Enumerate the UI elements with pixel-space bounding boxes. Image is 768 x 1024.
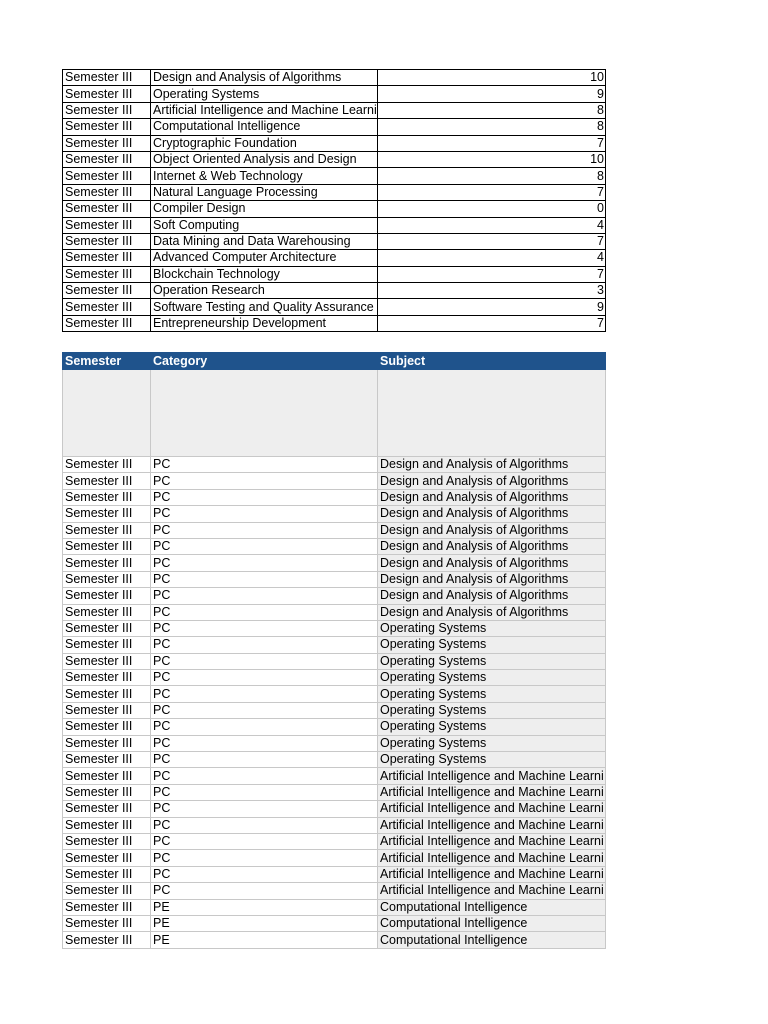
detail-category-cell[interactable]: PC (151, 686, 378, 702)
detail-category-cell[interactable]: PC (151, 522, 378, 538)
summary-subject-cell[interactable]: Soft Computing (151, 217, 378, 233)
summary-count-cell[interactable]: 7 (378, 266, 606, 282)
summary-semester-cell[interactable]: Semester III (63, 102, 151, 118)
detail-subject-cell[interactable]: Design and Analysis of Algorithms (378, 604, 606, 620)
summary-semester-cell[interactable]: Semester III (63, 135, 151, 151)
detail-row (63, 915, 606, 931)
summary-semester-cell[interactable]: Semester III (63, 151, 151, 167)
summary-row (63, 70, 606, 86)
detail-row (63, 506, 606, 522)
detail-row (63, 457, 606, 473)
detail-row (63, 555, 606, 571)
detail-category-cell[interactable]: PC (151, 735, 378, 751)
detail-row (63, 686, 606, 702)
detail-semester-cell[interactable]: Semester III (63, 817, 151, 833)
summary-table-body (63, 70, 606, 332)
detail-subject-cell[interactable]: Artificial Intelligence and Machine Learni (378, 817, 606, 833)
detail-subject-cell[interactable]: Artificial Intelligence and Machine Learni (378, 768, 606, 784)
detail-category-cell[interactable]: PC (151, 817, 378, 833)
detail-category-cell[interactable]: PC (151, 768, 378, 784)
detail-row (63, 768, 606, 784)
detail-semester-cell[interactable]: Semester III (63, 850, 151, 866)
detail-row (63, 801, 606, 817)
detail-category-cell[interactable]: PC (151, 620, 378, 636)
summary-count-cell[interactable]: 0 (378, 201, 606, 217)
blank-cell[interactable] (378, 370, 606, 457)
detail-subject-cell[interactable]: Operating Systems (378, 719, 606, 735)
detail-semester-cell[interactable]: Semester III (63, 686, 151, 702)
detail-row (63, 735, 606, 751)
summary-semester-cell[interactable]: Semester III (63, 266, 151, 282)
summary-row (63, 217, 606, 233)
summary-subject-cell[interactable]: Operation Research (151, 283, 378, 299)
detail-row (63, 538, 606, 554)
summary-subject-cell[interactable]: Computational Intelligence (151, 119, 378, 135)
summary-count-cell[interactable]: 7 (378, 315, 606, 331)
summary-subject-cell[interactable]: Object Oriented Analysis and Design (151, 151, 378, 167)
detail-semester-cell[interactable]: Semester III (63, 899, 151, 915)
detail-subject-cell[interactable]: Design and Analysis of Algorithms (378, 555, 606, 571)
summary-subject-cell[interactable]: Artificial Intelligence and Machine Learni (151, 102, 378, 118)
summary-count-cell[interactable]: 7 (378, 184, 606, 200)
detail-semester-cell[interactable]: Semester III (63, 538, 151, 554)
detail-semester-cell[interactable]: Semester III (63, 588, 151, 604)
detail-category-cell[interactable]: PC (151, 752, 378, 768)
detail-row (63, 620, 606, 636)
detail-semester-cell[interactable]: Semester III (63, 506, 151, 522)
detail-subject-cell[interactable]: Artificial Intelligence and Machine Learni (378, 833, 606, 849)
summary-subject-cell[interactable]: Data Mining and Data Warehousing (151, 233, 378, 249)
detail-category-cell[interactable]: PC (151, 653, 378, 669)
detail-semester-cell[interactable]: Semester III (63, 653, 151, 669)
detail-semester-cell[interactable]: Semester III (63, 883, 151, 899)
header-category[interactable]: Category (151, 353, 378, 370)
detail-category-cell[interactable]: PC (151, 883, 378, 899)
summary-subject-cell[interactable]: Internet & Web Technology (151, 168, 378, 184)
summary-semester-cell[interactable]: Semester III (63, 299, 151, 315)
detail-category-cell[interactable]: PC (151, 784, 378, 800)
detail-subject-cell[interactable]: Design and Analysis of Algorithms (378, 588, 606, 604)
detail-category-cell[interactable]: PE (151, 932, 378, 948)
detail-subject-cell[interactable]: Artificial Intelligence and Machine Learni (378, 850, 606, 866)
summary-row (63, 233, 606, 249)
detail-category-cell[interactable]: PC (151, 866, 378, 882)
detail-semester-cell[interactable]: Semester III (63, 702, 151, 718)
detail-table-body (63, 370, 606, 949)
summary-count-cell[interactable]: 8 (378, 119, 606, 135)
detail-subject-cell[interactable]: Design and Analysis of Algorithms (378, 538, 606, 554)
detail-category-cell[interactable]: PC (151, 538, 378, 554)
detail-row (63, 817, 606, 833)
detail-row (63, 653, 606, 669)
summary-subject-cell[interactable]: Compiler Design (151, 201, 378, 217)
detail-semester-cell[interactable]: Semester III (63, 457, 151, 473)
summary-subject-cell[interactable]: Operating Systems (151, 86, 378, 102)
detail-row (63, 473, 606, 489)
detail-category-cell[interactable]: PC (151, 489, 378, 505)
detail-row (63, 637, 606, 653)
detail-subject-cell[interactable]: Design and Analysis of Algorithms (378, 489, 606, 505)
summary-semester-cell[interactable]: Semester III (63, 217, 151, 233)
detail-semester-cell[interactable]: Semester III (63, 555, 151, 571)
summary-subject-cell[interactable]: Cryptographic Foundation (151, 135, 378, 151)
detail-subject-cell[interactable]: Operating Systems (378, 752, 606, 768)
detail-subject-cell[interactable]: Artificial Intelligence and Machine Learni (378, 784, 606, 800)
summary-subject-cell[interactable]: Entrepreneurship Development (151, 315, 378, 331)
detail-subject-cell[interactable]: Operating Systems (378, 637, 606, 653)
detail-category-cell[interactable]: PC (151, 555, 378, 571)
detail-category-cell[interactable]: PC (151, 457, 378, 473)
summary-subject-cell[interactable]: Advanced Computer Architecture (151, 250, 378, 266)
detail-semester-cell[interactable]: Semester III (63, 784, 151, 800)
summary-semester-cell[interactable]: Semester III (63, 168, 151, 184)
summary-subject-cell[interactable]: Design and Analysis of Algorithms (151, 70, 378, 86)
summary-subject-cell[interactable]: Blockchain Technology (151, 266, 378, 282)
detail-subject-cell[interactable]: Artificial Intelligence and Machine Learni (378, 883, 606, 899)
detail-subject-cell[interactable]: Operating Systems (378, 620, 606, 636)
summary-count-cell[interactable]: 9 (378, 86, 606, 102)
detail-table (62, 352, 606, 949)
detail-subject-cell[interactable]: Operating Systems (378, 653, 606, 669)
detail-semester-cell[interactable]: Semester III (63, 866, 151, 882)
detail-subject-cell[interactable]: Artificial Intelligence and Machine Learni (378, 866, 606, 882)
detail-category-cell[interactable]: PC (151, 473, 378, 489)
summary-count-cell[interactable]: 7 (378, 233, 606, 249)
detail-subject-cell[interactable]: Design and Analysis of Algorithms (378, 457, 606, 473)
detail-subject-cell[interactable]: Design and Analysis of Algorithms (378, 522, 606, 538)
summary-semester-cell[interactable]: Semester III (63, 283, 151, 299)
summary-row (63, 266, 606, 282)
summary-count-cell[interactable]: 4 (378, 217, 606, 233)
summary-semester-cell[interactable]: Semester III (63, 315, 151, 331)
detail-subject-cell[interactable]: Operating Systems (378, 670, 606, 686)
detail-row (63, 571, 606, 587)
detail-semester-cell[interactable]: Semester III (63, 489, 151, 505)
summary-semester-cell[interactable]: Semester III (63, 119, 151, 135)
detail-row (63, 850, 606, 866)
detail-subject-cell[interactable]: Operating Systems (378, 702, 606, 718)
detail-subject-cell[interactable]: Design and Analysis of Algorithms (378, 473, 606, 489)
detail-row (63, 932, 606, 948)
detail-subject-cell[interactable]: Computational Intelligence (378, 915, 606, 931)
summary-subject-cell[interactable]: Natural Language Processing (151, 184, 378, 200)
detail-row (63, 866, 606, 882)
detail-category-cell[interactable]: PC (151, 850, 378, 866)
summary-row (63, 315, 606, 331)
detail-category-cell[interactable]: PC (151, 506, 378, 522)
detail-category-cell[interactable]: PC (151, 604, 378, 620)
summary-semester-cell[interactable]: Semester III (63, 184, 151, 200)
summary-row (63, 184, 606, 200)
detail-semester-cell[interactable]: Semester III (63, 915, 151, 931)
summary-subject-cell[interactable]: Software Testing and Quality Assurance (151, 299, 378, 315)
detail-subject-cell[interactable]: Computational Intelligence (378, 932, 606, 948)
detail-category-cell[interactable]: PC (151, 588, 378, 604)
summary-semester-cell[interactable]: Semester III (63, 86, 151, 102)
detail-row (63, 702, 606, 718)
detail-semester-cell[interactable]: Semester III (63, 571, 151, 587)
summary-row (63, 86, 606, 102)
summary-count-cell[interactable]: 4 (378, 250, 606, 266)
summary-row (63, 250, 606, 266)
detail-row (63, 522, 606, 538)
detail-subject-cell[interactable]: Operating Systems (378, 686, 606, 702)
detail-semester-cell[interactable]: Semester III (63, 670, 151, 686)
summary-count-cell[interactable]: 9 (378, 299, 606, 315)
summary-table (62, 69, 606, 332)
header-subject[interactable]: Subject (378, 353, 606, 370)
detail-semester-cell[interactable]: Semester III (63, 735, 151, 751)
summary-count-cell[interactable]: 7 (378, 135, 606, 151)
detail-row (63, 670, 606, 686)
detail-subject-cell[interactable]: Operating Systems (378, 735, 606, 751)
detail-category-cell[interactable]: PC (151, 637, 378, 653)
summary-count-cell[interactable]: 10 (378, 151, 606, 167)
summary-row (63, 168, 606, 184)
detail-subject-cell[interactable]: Computational Intelligence (378, 899, 606, 915)
detail-category-cell[interactable]: PC (151, 833, 378, 849)
detail-row (63, 752, 606, 768)
detail-subject-cell[interactable]: Design and Analysis of Algorithms (378, 571, 606, 587)
detail-category-cell[interactable]: PC (151, 801, 378, 817)
detail-row (63, 604, 606, 620)
blank-tall-row (63, 370, 606, 457)
detail-semester-cell[interactable]: Semester III (63, 473, 151, 489)
detail-category-cell[interactable]: PE (151, 899, 378, 915)
blank-cell[interactable] (63, 370, 151, 457)
detail-table-header (63, 353, 606, 370)
summary-count-cell[interactable]: 8 (378, 168, 606, 184)
summary-row (63, 151, 606, 167)
summary-count-cell[interactable]: 8 (378, 102, 606, 118)
detail-category-cell[interactable]: PE (151, 915, 378, 931)
detail-subject-cell[interactable]: Design and Analysis of Algorithms (378, 506, 606, 522)
summary-row (63, 299, 606, 315)
detail-category-cell[interactable]: PC (151, 670, 378, 686)
detail-subject-cell[interactable]: Artificial Intelligence and Machine Learni (378, 801, 606, 817)
summary-row (63, 201, 606, 217)
summary-semester-cell[interactable]: Semester III (63, 70, 151, 86)
header-semester[interactable]: Semester (63, 353, 151, 370)
detail-semester-cell[interactable]: Semester III (63, 604, 151, 620)
detail-semester-cell[interactable]: Semester III (63, 719, 151, 735)
detail-semester-cell[interactable]: Semester III (63, 522, 151, 538)
summary-semester-cell[interactable]: Semester III (63, 233, 151, 249)
summary-semester-cell[interactable]: Semester III (63, 201, 151, 217)
header-row (63, 353, 606, 370)
detail-row (63, 719, 606, 735)
summary-row (63, 283, 606, 299)
detail-row (63, 588, 606, 604)
detail-row (63, 833, 606, 849)
summary-row (63, 119, 606, 135)
detail-semester-cell[interactable]: Semester III (63, 752, 151, 768)
summary-count-cell[interactable]: 3 (378, 283, 606, 299)
detail-semester-cell[interactable]: Semester III (63, 801, 151, 817)
detail-category-cell[interactable]: PC (151, 719, 378, 735)
detail-semester-cell[interactable]: Semester III (63, 833, 151, 849)
detail-row (63, 784, 606, 800)
detail-category-cell[interactable]: PC (151, 702, 378, 718)
detail-semester-cell[interactable]: Semester III (63, 620, 151, 636)
summary-count-cell[interactable]: 10 (378, 70, 606, 86)
detail-semester-cell[interactable]: Semester III (63, 932, 151, 948)
detail-semester-cell[interactable]: Semester III (63, 637, 151, 653)
detail-row (63, 899, 606, 915)
summary-row (63, 102, 606, 118)
detail-row (63, 489, 606, 505)
blank-cell[interactable] (151, 370, 378, 457)
detail-category-cell[interactable]: PC (151, 571, 378, 587)
summary-row (63, 135, 606, 151)
summary-semester-cell[interactable]: Semester III (63, 250, 151, 266)
detail-semester-cell[interactable]: Semester III (63, 768, 151, 784)
detail-row (63, 883, 606, 899)
